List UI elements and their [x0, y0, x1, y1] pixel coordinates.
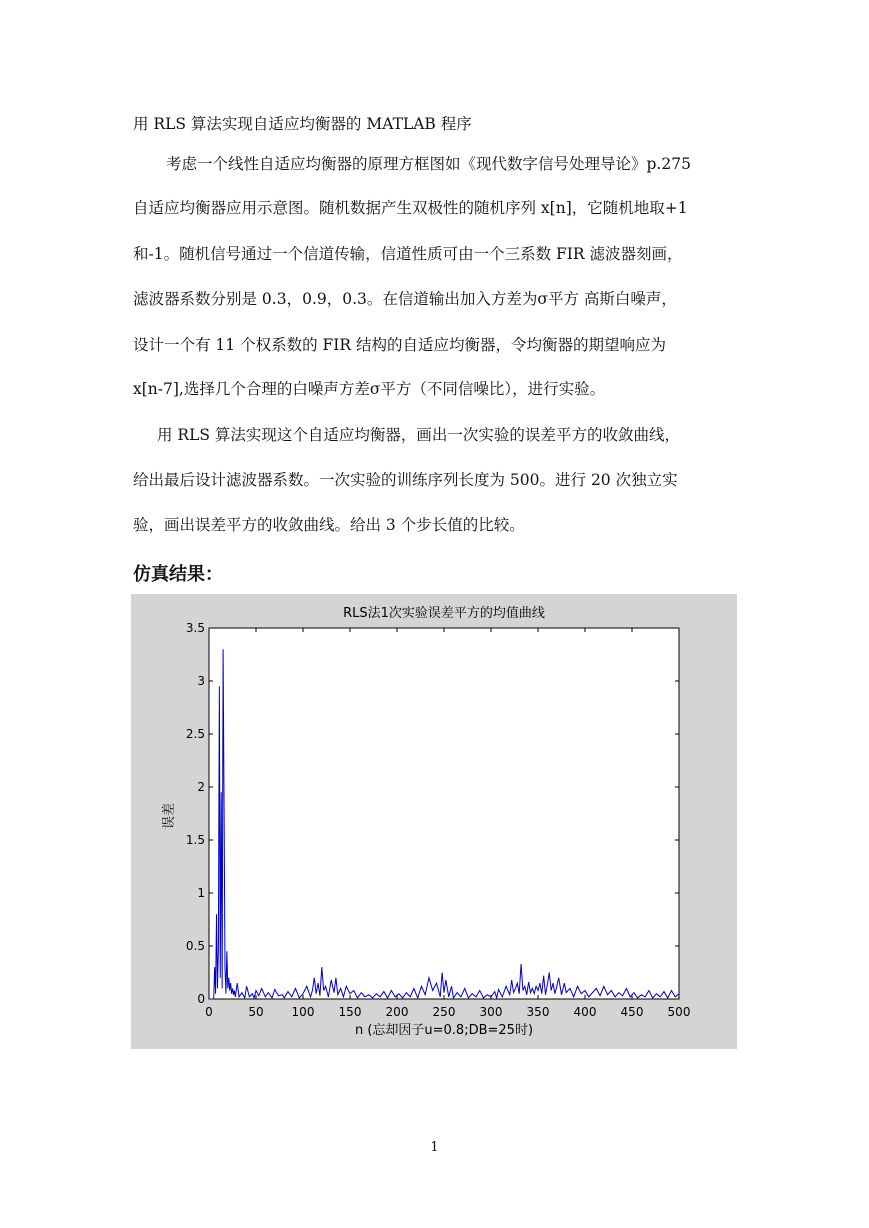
x-tick-label: 450 [620, 1005, 644, 1019]
x-tick-label: 500 [667, 1005, 691, 1019]
paragraph-line: 给出最后设计滤波器系数。一次实验的训练序列长度为 500。进行 20 次独立实 [133, 471, 678, 489]
x-tick-label: 200 [385, 1005, 409, 1019]
x-tick-label: 50 [248, 1005, 264, 1019]
paragraph-line: x[n-7],选择几个合理的白噪声方差σ平方（不同信噪比），进行实验。 [133, 380, 606, 398]
section-heading: 仿真结果： [133, 564, 223, 585]
y-tick-label: 2 [197, 780, 205, 794]
paragraph-line: 设计一个有 11 个权系数的 FIR 结构的自适应均衡器，令均衡器的期望响应为 [133, 336, 666, 354]
paragraph-line: 和-1。随机信号通过一个信道传输，信道性质可由一个三系数 FIR 滤波器刻画， [133, 245, 683, 263]
y-tick-label: 0 [197, 992, 205, 1006]
x-tick-label: 400 [573, 1005, 597, 1019]
y-tick-label: 3.5 [185, 621, 205, 635]
page-number: 1 [430, 1140, 439, 1155]
y-tick-label: 1.5 [185, 833, 205, 847]
y-tick-label: 2.5 [185, 727, 205, 741]
x-tick-label: 100 [291, 1005, 315, 1019]
y-tick-label: 0.5 [185, 939, 205, 953]
y-tick-label: 1 [197, 886, 205, 900]
x-tick-label: 250 [432, 1005, 456, 1019]
plot-area [209, 628, 679, 999]
chart-title: RLS法1次实验误差平方的均值曲线 [343, 606, 545, 621]
x-tick-label: 350 [526, 1005, 550, 1019]
paragraph-line: 验，画出误差平方的收敛曲线。给出 3 个步长值的比较。 [133, 516, 525, 534]
x-tick-label: 300 [479, 1005, 503, 1019]
y-axis-label: 误差 [162, 802, 177, 830]
x-tick-label: 150 [338, 1005, 362, 1019]
chart-svg [131, 594, 737, 1049]
x-axis-label: n (忘却因子u=0.8;DB=25时) [354, 1023, 534, 1038]
paragraph-line: 用 RLS 算法实现这个自适应均衡器，画出一次实验的误差平方的收敛曲线， [157, 426, 680, 444]
paragraph-line: 滤波器系数分别是 0.3，0.9，0.3。在信道输出加入方差为σ平方 高斯白噪声， [133, 290, 677, 308]
paragraph-line: 考虑一个线性自适应均衡器的原理方框图如《现代数字信号处理导论》p.275 [166, 155, 691, 173]
y-tick-label: 3 [197, 674, 205, 688]
document-title: 用 RLS 算法实现自适应均衡器的 MATLAB 程序 [133, 115, 472, 133]
paragraph-line: 自适应均衡器应用示意图。随机数据产生双极性的随机序列 x[n]，它随机地取+1 [133, 199, 688, 217]
chart-figure [131, 594, 737, 1049]
x-tick-label: 0 [205, 1005, 213, 1019]
